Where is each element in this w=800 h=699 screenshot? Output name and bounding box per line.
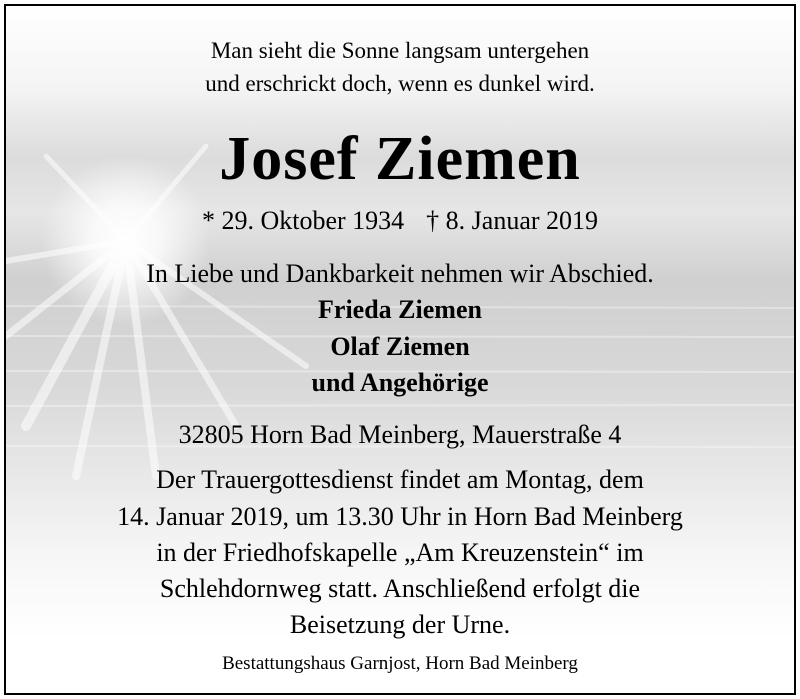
- deceased-name: Josef Ziemen: [219, 125, 581, 193]
- mourner-1: Frieda Ziemen: [318, 295, 482, 324]
- service-line-5: Beisetzung der Urne.: [289, 610, 511, 639]
- death-date: † 8. Januar 2019: [426, 206, 599, 235]
- service-line-1: Der Trauergottesdienst findet am Montag, dem: [156, 465, 644, 494]
- funeral-home: Bestattungshaus Garnjost, Horn Bad Meinberg: [222, 653, 578, 674]
- address: 32805 Horn Bad Meinberg, Mauerstraße 4: [178, 420, 622, 449]
- service-line-3: in der Friedhofskapelle „Am Kreuzenstein“ im: [156, 538, 644, 567]
- service-line-2: 14. Januar 2019, um 13.30 Uhr in Horn Bad Meinberg: [117, 502, 683, 531]
- service-line-4: Schlehdornweg statt. Anschließend erfolgt die: [159, 574, 641, 603]
- quote-line-2: und erschrickt doch, wenn es dunkel wird.: [205, 71, 595, 96]
- obituary-notice: [4, 4, 796, 695]
- quote-line-1: Man sieht die Sonne langsam untergehen: [210, 38, 590, 63]
- life-dates: [6, 205, 794, 237]
- farewell-text: In Liebe und Dankbarkeit nehmen wir Abschied.: [146, 259, 654, 288]
- mourner-3: und Angehörige: [311, 368, 489, 397]
- birth-date: * 29. Oktober 1934: [201, 206, 405, 235]
- notice-content: [6, 6, 794, 693]
- mourner-2: Olaf Ziemen: [330, 332, 470, 361]
